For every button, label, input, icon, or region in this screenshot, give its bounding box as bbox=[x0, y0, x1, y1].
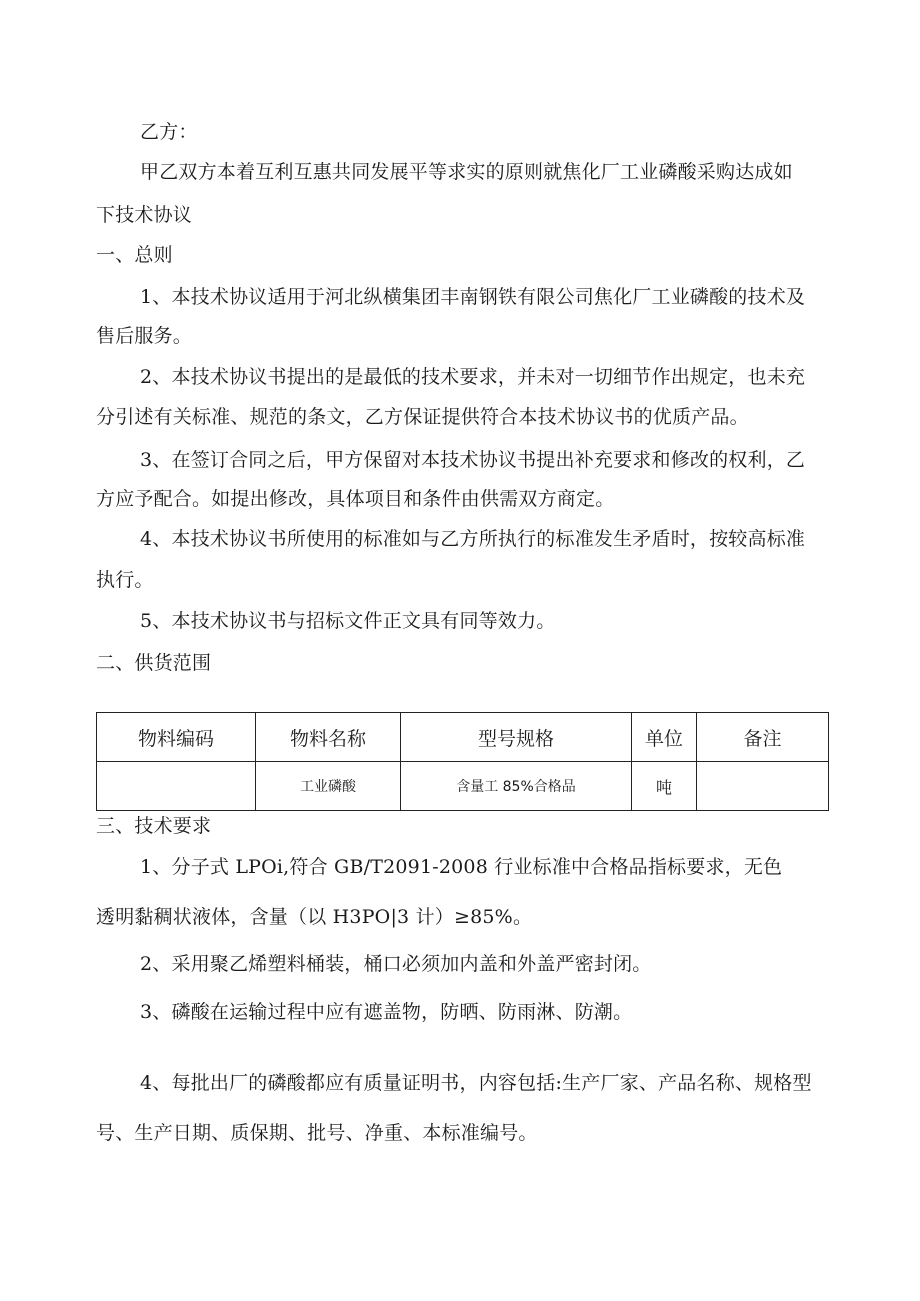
intro-line-1: 甲乙双方本着互利互惠共同发展平等求实的原则就焦化厂工业磷酸采购达成如 bbox=[140, 161, 793, 183]
section1-item-4-line1: 4、本技术协议书所使用的标准如与乙方所执行的标准发生矛盾时，按较高标准 bbox=[140, 528, 806, 550]
table-header-row bbox=[97, 713, 829, 762]
header-unit: 单位 bbox=[632, 713, 697, 762]
section1-item-2-line1: 2、本技术协议书提出的是最低的技术要求，并未对一切细节作出规定，也未充 bbox=[140, 366, 806, 388]
section3-item-1-line2: 透明黏稠状液体，含量（以 H3PO|3 计）≥85%。 bbox=[96, 906, 533, 928]
cell-material-code bbox=[97, 762, 256, 811]
party-b-label: 乙方： bbox=[140, 121, 198, 143]
section1-heading: 一、总则 bbox=[96, 244, 173, 266]
section3-item-2-line1: 2、采用聚乙烯塑料桶装，桶口必须加内盖和外盖严密封闭。 bbox=[140, 953, 652, 975]
header-material-name: 物料名称 bbox=[256, 713, 401, 762]
cell-unit: 吨 bbox=[632, 762, 697, 811]
section1-item-2-line2: 分引述有关标准、规范的条文，乙方保证提供符合本技术协议书的优质产品。 bbox=[96, 406, 749, 428]
section3-item-4-line2: 号、生产日期、质保期、批号、净重、本标准编号。 bbox=[96, 1122, 538, 1144]
cell-remarks bbox=[697, 762, 829, 811]
header-remarks: 备注 bbox=[697, 713, 829, 762]
cell-material-name: 工业磷酸 bbox=[256, 762, 401, 811]
section1-item-1-line2: 售后服务。 bbox=[96, 325, 193, 347]
section1-item-5-line1: 5、本技术协议书与招标文件正文具有同等效力。 bbox=[140, 610, 556, 632]
section3-item-3-line1: 3、磷酸在运输过程中应有遮盖物，防晒、防雨淋、防潮。 bbox=[140, 1001, 633, 1023]
header-model-spec: 型号规格 bbox=[401, 713, 632, 762]
intro-line-2: 下技术协议 bbox=[96, 204, 193, 226]
cell-model-spec: 含量工 85%合格品 bbox=[401, 762, 632, 811]
section3-heading: 三、技术要求 bbox=[96, 815, 212, 837]
section1-item-3-line1: 3、在签订合同之后，甲方保留对本技术协议书提出补充要求和修改的权利，乙 bbox=[140, 449, 806, 471]
section3-item-1-line1: 1、分子式 LPOi,符合 GB/T2091-2008 行业标准中合格品指标要求，无色 bbox=[140, 856, 783, 878]
section1-item-4-line2: 执行。 bbox=[96, 569, 154, 591]
header-material-code: 物料编码 bbox=[97, 713, 256, 762]
section1-item-1-line1: 1、本技术协议适用于河北纵横集团丰南钢铁有限公司焦化厂工业磷酸的技术及 bbox=[140, 286, 806, 308]
section2-heading: 二、供货范围 bbox=[96, 652, 212, 674]
section3-item-4-line1: 4、每批出厂的磷酸都应有质量证明书，内容包括:生产厂家、产品名称、规格型 bbox=[140, 1072, 812, 1094]
section1-item-3-line2: 方应予配合。如提出修改，具体项目和条件由供需双方商定。 bbox=[96, 488, 615, 510]
supply-scope-table bbox=[96, 712, 829, 811]
table-row bbox=[97, 762, 829, 811]
